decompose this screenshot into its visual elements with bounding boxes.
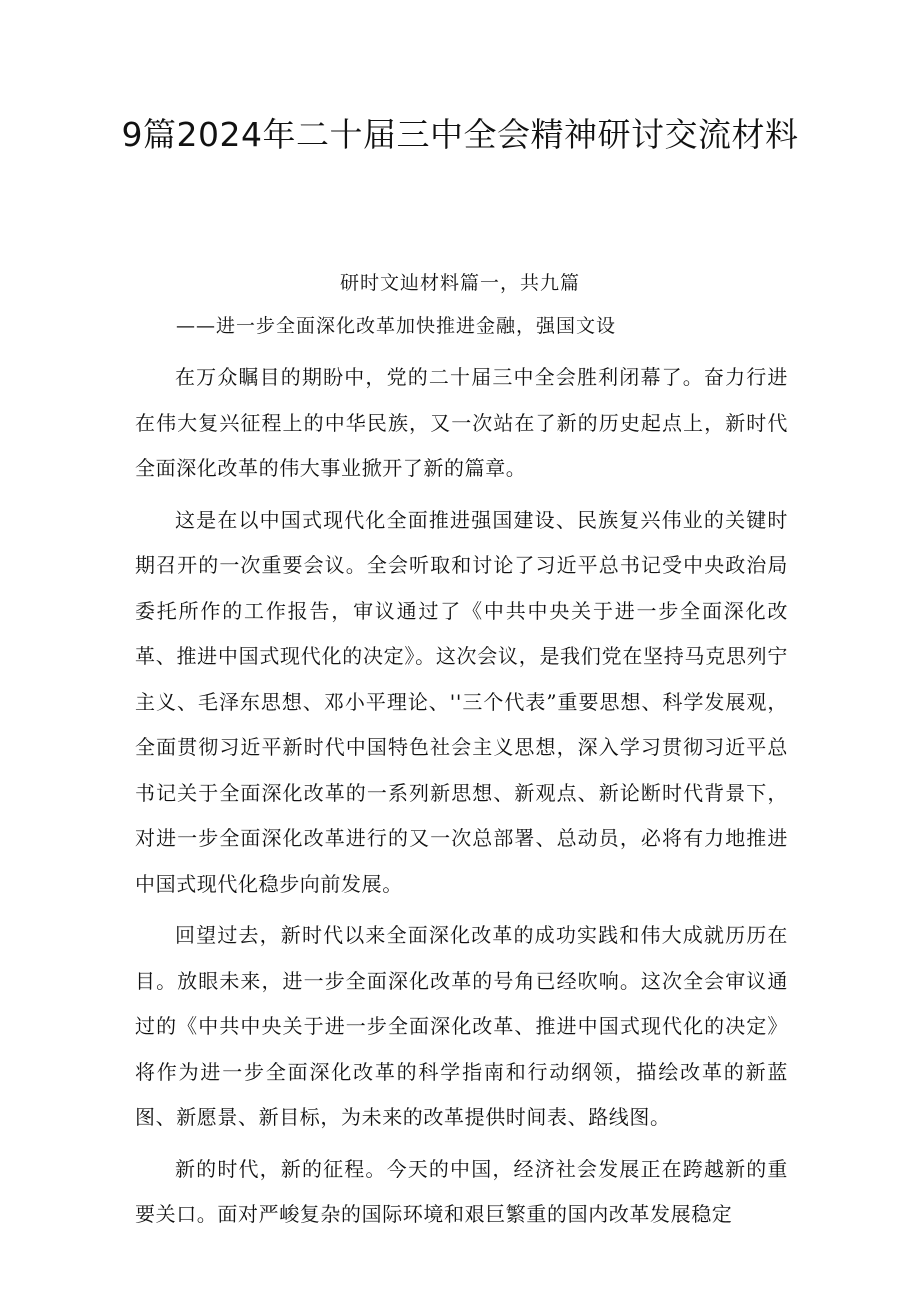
document-body	[135, 355, 788, 1244]
paragraph: 这是在以中国式现代化全面推进强国建设、民族复兴伟业的关键时期召开的一次重要会议。全会听取和讨论了习近平总书记受中央政治局委托所作的工作报告，审议通过了《中共中央关于进一步全面深化改革、推进中国式现代化的决定》。这次会议，是我们党在坚持马克思列宁主义、毛泽东思想、邓小平理论、''三个代表”重要思想、科学发展观，全面贯彻习近平新时代中国特色社会主义思想，深入学习贯彻习近平总书记关于全面深化改革的一系列新思想、新观点、新论断时代背景下，对进一步全面深化改革进行的又一次总部署、总动员，必将有力地推进中国式现代化稳步向前发展。	[135, 507, 788, 896]
document-subheading: ——进一步全面深化改革加快推进金融，强国文设	[176, 315, 617, 337]
document-subtitle: 研时文辿材料篇一，共九篇	[339, 272, 580, 294]
document-title: 9篇2024年二十届三中全会精神研讨交流材料	[121, 115, 799, 154]
paragraph: 在万众瞩目的期盼中，党的二十届三中全会胜利闭幕了。奋力行进在伟大复兴征程上的中华民族，又一次站在了新的历史起点上，新时代全面深化改革的伟大事业掀开了新的篇章。	[135, 365, 788, 480]
paragraph: 新的时代，新的征程。今天的中国，经济社会发展正在跨越新的重要关口。面对严峻复杂的国际环境和艰巨繁重的国内改革发展稳定	[135, 1156, 788, 1226]
paragraph: 回望过去，新时代以来全面深化改革的成功实践和伟大成就历历在目。放眼未来，进一步全面深化改革的号角已经吹响。这次全会审议通过的《中共中央关于进一步全面深化改革、推进中国式现代化的决定》将作为进一步全面深化改革的科学指南和行动纲领，描绘改革的新蓝图、新愿景、新目标，为未来的改革提供时间表、路线图。	[135, 923, 788, 1129]
